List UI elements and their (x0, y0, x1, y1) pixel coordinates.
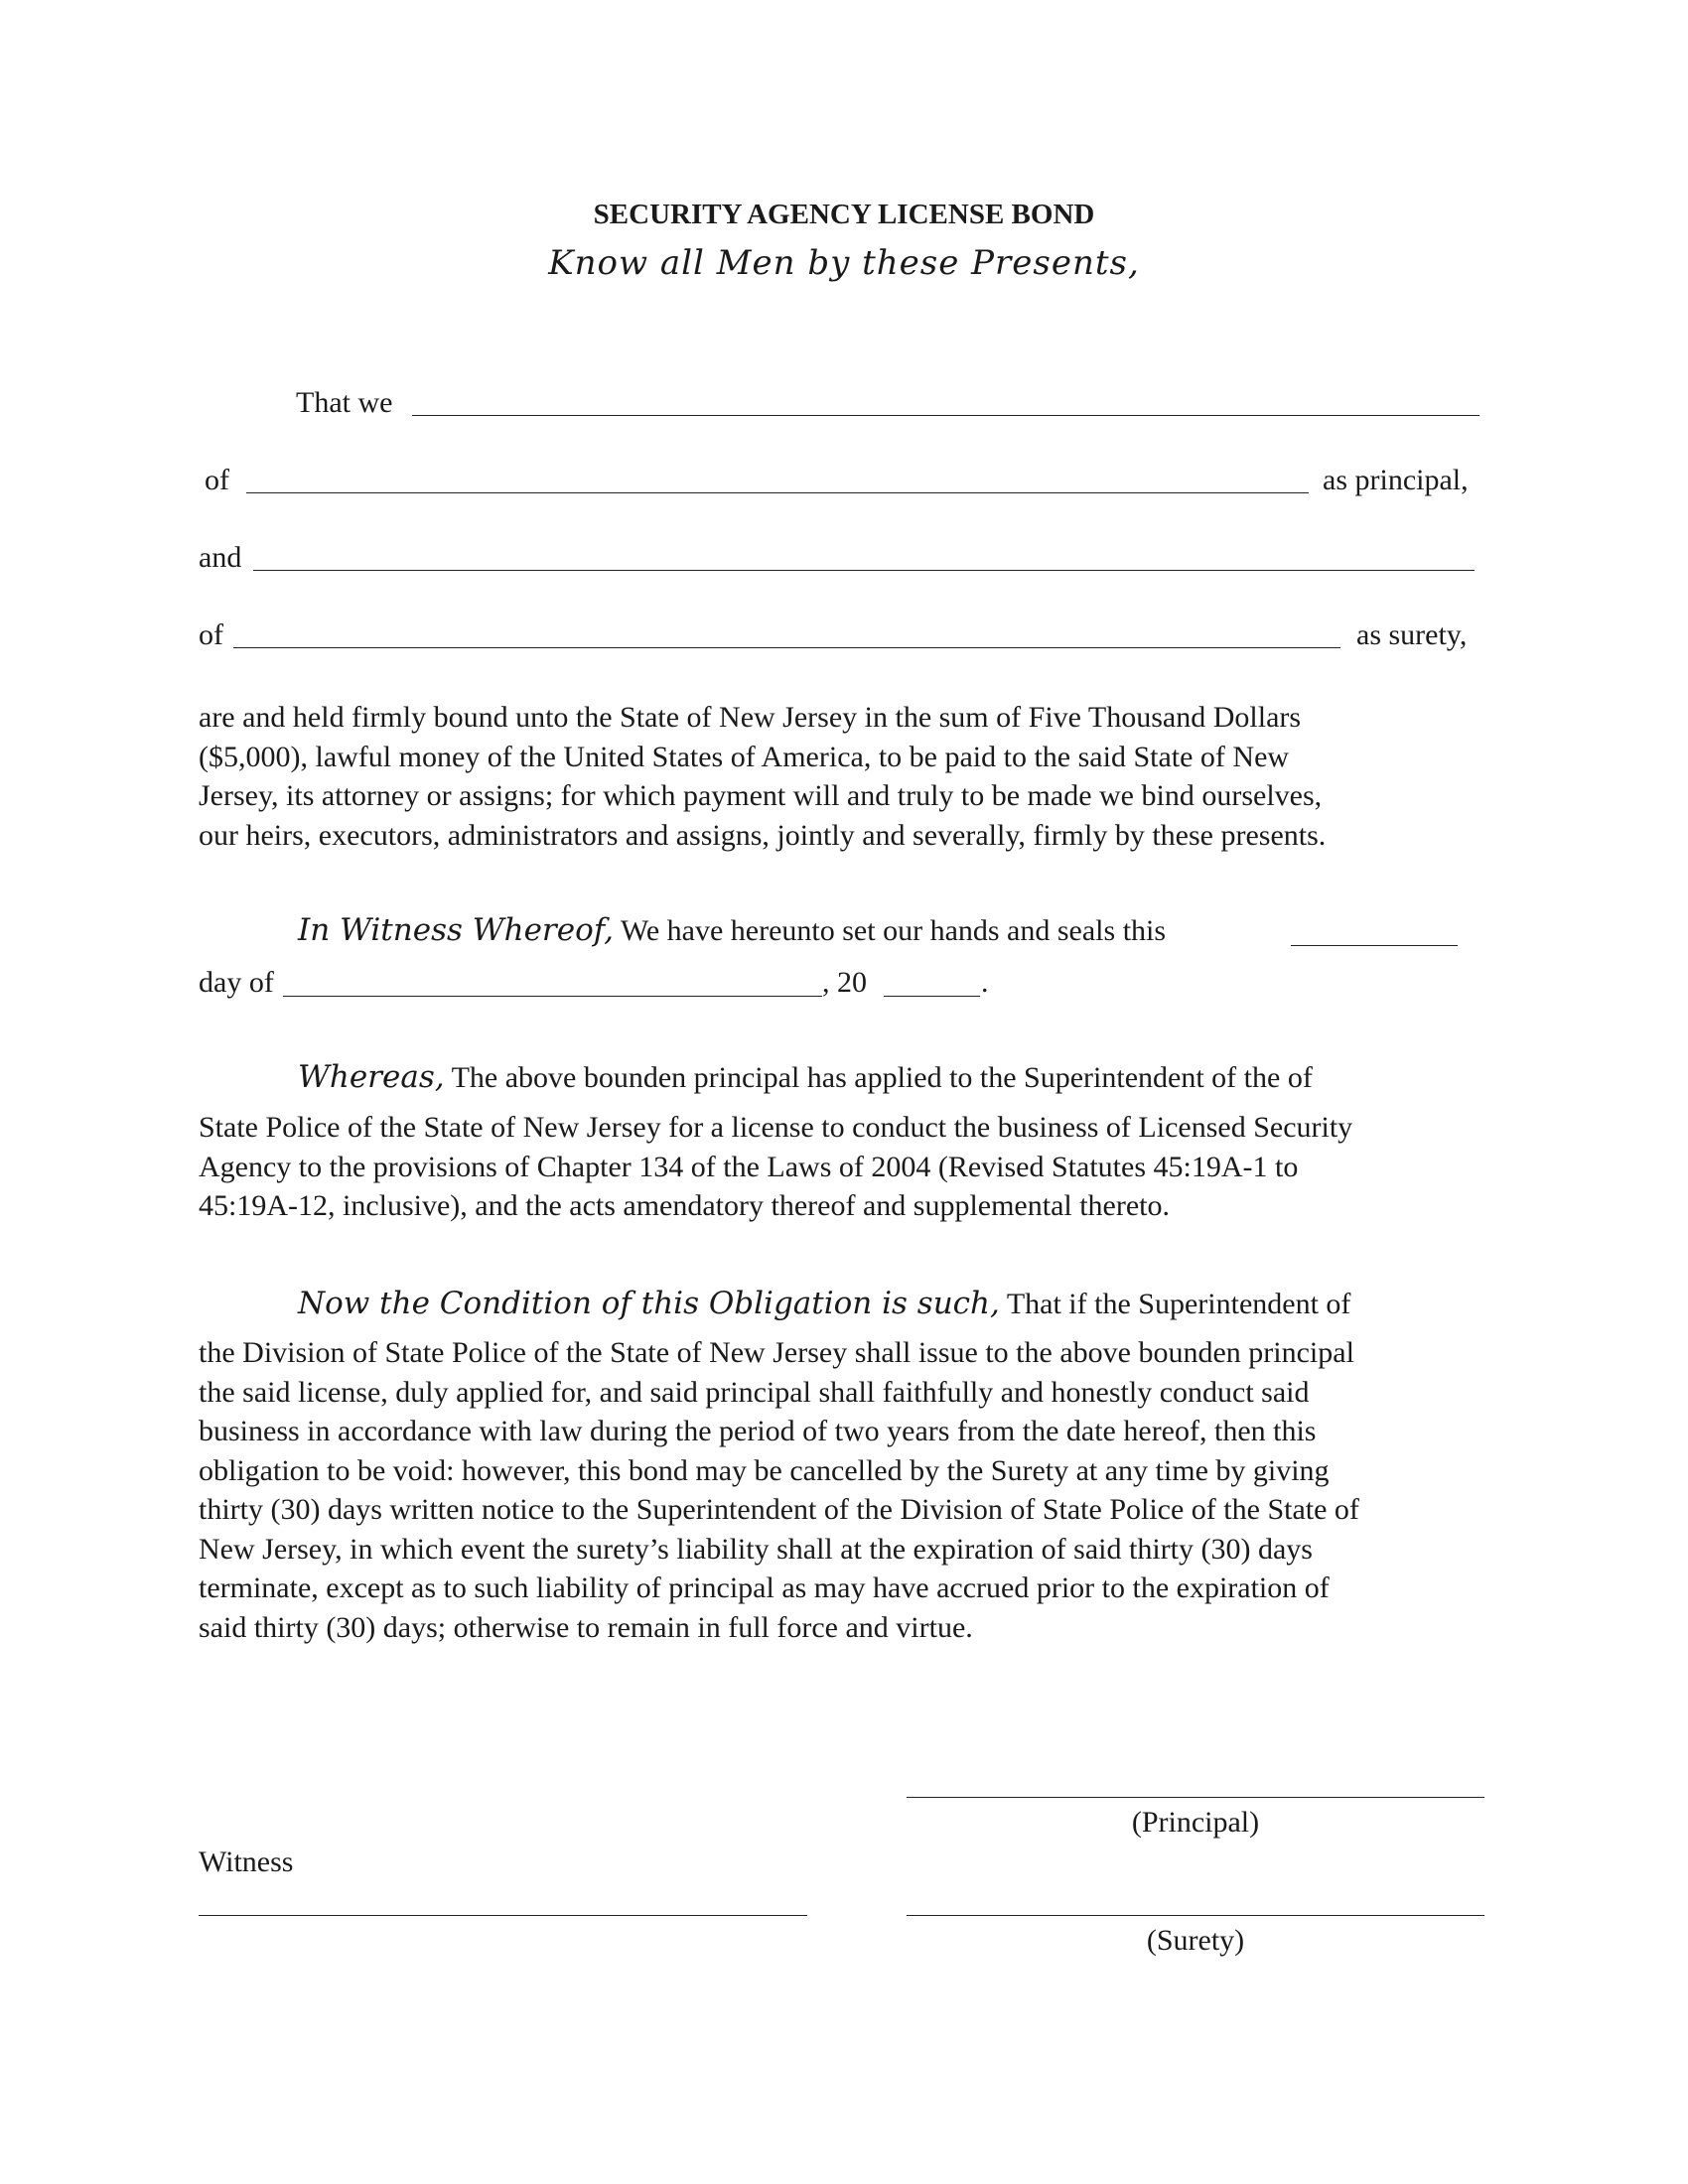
bound-paragraph (199, 698, 1499, 855)
principal-name-line[interactable] (412, 415, 1479, 416)
that-we-label: That we (296, 386, 393, 419)
year-blank-line[interactable] (884, 996, 980, 997)
document-subtitle: Know all Men by these Presents, (548, 243, 1140, 283)
principal-signature-line[interactable] (907, 1797, 1484, 1798)
witness-label: Witness (199, 1845, 294, 1878)
whereas-line: State Police of the State of New Jersey for a license to conduct the business of Licensed Security (199, 1111, 1353, 1144)
witness-text: We have hereunto set our hands and seals this (620, 914, 1167, 947)
condition-line: said thirty (30) days; otherwise to remain in full force and virtue. (199, 1610, 973, 1644)
witness-lead: In Witness Whereof, (298, 912, 614, 948)
year-period: . (981, 966, 989, 999)
bound-line: are and held firmly bound unto the State of New Jersey in the sum of Five Thousand Dollars (199, 701, 1302, 734)
condition-line: terminate, except as to such liability of principal as may have accrued prior to the expiration of (199, 1571, 1330, 1604)
condition-line: business in accordance with law during the period of two years from the date hereof, then this (199, 1415, 1317, 1447)
surety-address-line[interactable] (233, 647, 1340, 648)
condition-line: thirty (30) days written notice to the Superintendent of the Division of State Police of the State of (199, 1493, 1359, 1526)
principal-of-label: of (205, 464, 229, 496)
principal-address-line[interactable] (246, 492, 1309, 493)
whereas-lead: Whereas, (298, 1059, 445, 1095)
witness-signature-line[interactable] (199, 1915, 807, 1916)
bound-line: Jersey, its attorney or assigns; for which payment will and truly to be made we bind ourselves, (199, 779, 1323, 812)
bound-line: our heirs, executors, administrators and assigns, jointly and severally, firmly by these presents. (199, 818, 1327, 852)
condition-paragraph (199, 1333, 1499, 1647)
whereas-first-text: The above bounden principal has applied to the Superintendent of the of (451, 1061, 1313, 1094)
condition-line: New Jersey, in which event the surety’s liability shall at the expiration of said thirty (30) days (199, 1532, 1313, 1566)
whereas-line: Agency to the provisions of Chapter 134 of the Laws of 2004 (Revised Statutes 45:19A-1 to (199, 1150, 1299, 1183)
bound-line: ($5,000), lawful money of the United States of America, to be paid to the said State of New (199, 740, 1290, 773)
and-label: and (199, 541, 242, 574)
surety-signature-line[interactable] (907, 1915, 1484, 1916)
day-of-label: day of (199, 966, 274, 999)
condition-first-line (298, 1285, 1350, 1323)
surety-name-line[interactable] (253, 570, 1475, 571)
condition-line: the Division of State Police of the State of New Jersey shall issue to the above bounden principal (199, 1336, 1354, 1369)
condition-line: the said license, duly applied for, and said principal shall faithfully and honestly conduct said (199, 1375, 1310, 1409)
principal-label: (Principal) (1131, 1806, 1260, 1839)
condition-lead: Now the Condition of this Obligation is such, (298, 1286, 1000, 1321)
whereas-first-line (298, 1058, 1313, 1097)
whereas-line: 45:19A-12, inclusive), and the acts amendatory thereof and supplemental thereto. (199, 1189, 1171, 1222)
condition-line: obligation to be void: however, this bond may be cancelled by the Surety at any time by giving (199, 1453, 1330, 1487)
day-blank-line[interactable] (1291, 945, 1458, 946)
as-principal-label: as principal, (1323, 464, 1469, 496)
year-prefix: , 20 (822, 966, 867, 999)
witness-clause-line (298, 911, 1166, 950)
condition-first-text: That if the Superintendent of (1006, 1288, 1351, 1320)
as-surety-label: as surety, (1356, 618, 1468, 651)
month-blank-line[interactable] (283, 996, 822, 997)
surety-label: (Surety) (1146, 1924, 1245, 1957)
document-title: SECURITY AGENCY LICENSE BOND (593, 199, 1095, 230)
surety-of-label: of (199, 618, 223, 651)
whereas-paragraph (199, 1108, 1499, 1226)
